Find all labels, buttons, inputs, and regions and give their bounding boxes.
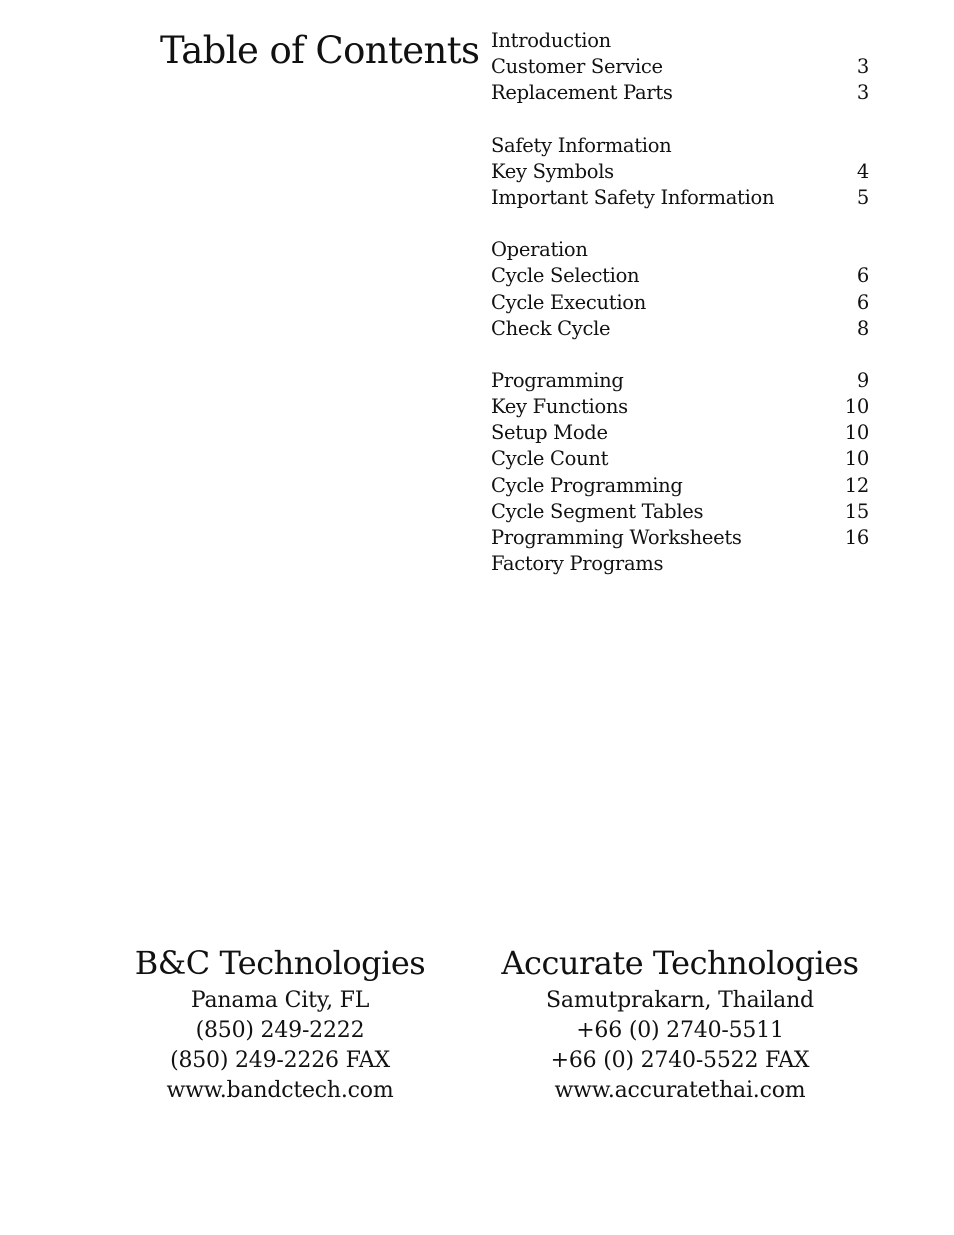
toc-entry: [491, 316, 869, 342]
toc-entry-label: Safety Information: [491, 133, 672, 157]
toc-entry-label: Cycle Programming: [491, 473, 683, 497]
toc-section-programming: [491, 368, 869, 578]
toc-entry-page: 10: [844, 447, 869, 471]
toc-entry-page: 3: [856, 81, 869, 105]
toc-entry-page: 12: [844, 473, 869, 497]
toc-entry-label: Operation: [491, 238, 588, 262]
toc-entry: [491, 263, 869, 289]
toc-entry-page: 5: [856, 185, 869, 209]
toc-entry-label: Programming Worksheets: [491, 526, 742, 549]
toc-entry: [491, 394, 869, 420]
toc-entry-label: Setup Mode: [491, 421, 608, 445]
toc-entry: [491, 551, 869, 577]
toc-entry-page: 4: [856, 159, 869, 183]
toc-entry-page: 8: [856, 316, 869, 340]
toc-entry-page: 6: [856, 264, 869, 288]
toc-entry-page: 16: [844, 526, 869, 549]
toc-entry-label: Factory Programs: [491, 552, 664, 576]
company-location: Samutprakarn, Thailand: [546, 988, 814, 1013]
company-website: www.bandctech.com: [166, 1078, 394, 1103]
toc-entry-page: 10: [844, 395, 869, 419]
company-accurate-technologies: [500, 940, 860, 1106]
toc-entry-label: Cycle Count: [491, 447, 609, 471]
toc-entry-label: Important Safety Information: [491, 185, 775, 209]
toc-entry: [491, 54, 869, 80]
toc-section-operation: [491, 237, 869, 342]
toc-entry: [491, 28, 869, 54]
toc-entry-page: 6: [856, 290, 869, 314]
toc-entry-label: Replacement Parts: [491, 81, 673, 105]
company-phone: +66 (0) 2740-5511: [576, 1018, 784, 1043]
toc-entry: [491, 159, 869, 185]
toc-entry: [491, 420, 869, 446]
toc-entry-label: Introduction: [491, 29, 611, 52]
toc-entry-label: Check Cycle: [491, 316, 611, 340]
toc-section-introduction: [491, 28, 869, 107]
company-location: Panama City, FL: [190, 988, 370, 1013]
company-name: B&C Technologies: [134, 944, 426, 982]
company-fax: +66 (0) 2740-5522 FAX: [550, 1048, 810, 1073]
page-title: Table of Contents: [160, 29, 480, 72]
company-name: Accurate Technologies: [501, 944, 859, 982]
company-phone: (850) 249-2222: [195, 1018, 365, 1043]
toc-entry-label: Key Symbols: [491, 159, 614, 183]
toc-entry: [491, 185, 869, 211]
toc-entry: [491, 499, 869, 525]
toc-entry-label: Key Functions: [491, 395, 628, 419]
toc-entry-page: 10: [844, 421, 869, 445]
company-website: www.accuratethai.com: [554, 1078, 806, 1103]
toc-entry-label: Customer Service: [491, 55, 663, 79]
toc-section-safety: [491, 133, 869, 212]
toc-entry: [491, 80, 869, 106]
toc-list: [491, 28, 869, 603]
toc-entry-label: Cycle Segment Tables: [491, 499, 704, 523]
toc-entry: [491, 525, 869, 551]
toc-entry-page: 15: [844, 499, 869, 523]
toc-entry: [491, 290, 869, 316]
toc-entry: [491, 237, 869, 263]
toc-entry: [491, 446, 869, 472]
toc-entry-page: 3: [856, 55, 869, 79]
company-bc-technologies: [100, 940, 460, 1106]
toc-entry-label: Cycle Selection: [491, 264, 640, 288]
toc-entry-label: Programming: [491, 368, 624, 392]
company-fax: (850) 249-2226 FAX: [170, 1048, 390, 1073]
toc-entry: [491, 473, 869, 499]
toc-entry-page: 9: [856, 368, 869, 392]
toc-entry-label: Cycle Execution: [491, 290, 646, 314]
toc-entry: [491, 133, 869, 159]
toc-entry: [491, 368, 869, 394]
